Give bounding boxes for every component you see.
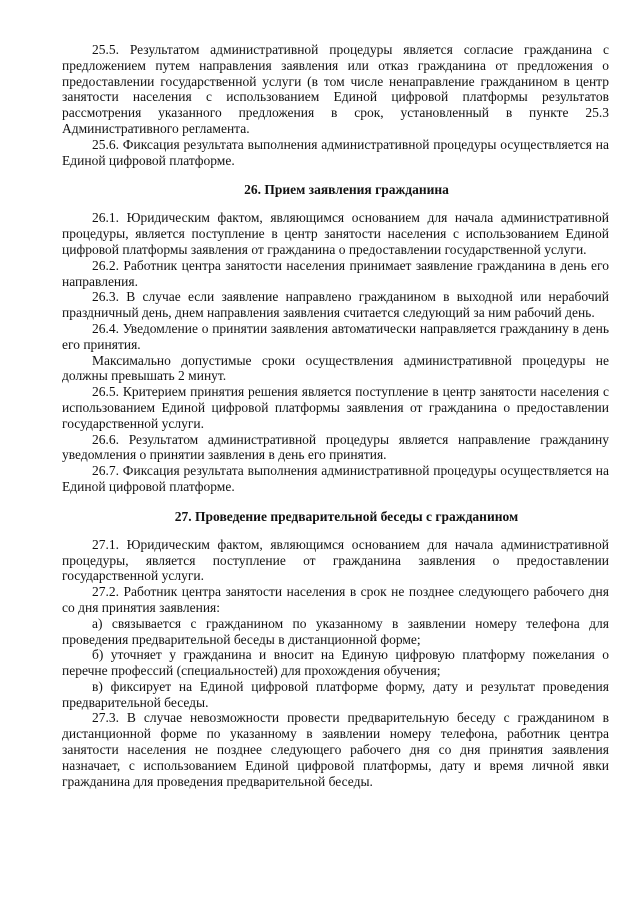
paragraph-26-6: 26.6. Результатом административной процедуры является направление гражданину уведомления о принятии заявления в день его принятия. [62, 431, 609, 463]
paragraph-27-2: 27.2. Работник центра занятости населения в срок не позднее следующего рабочего дня со дня принятия заявления: [62, 584, 609, 615]
section-27-heading: 27. Проведение предварительной беседы с гражданином [174, 508, 519, 524]
paragraph-26-1: 26.1. Юридическим фактом, являющимся основанием для начала административной процедуры, является поступление в центр занятости населения с использованием Единой цифровой платформы заявления от гражданина о предоставлении государственной услуги. [62, 210, 609, 257]
section-26-heading: 26. Прием заявления гражданина [244, 182, 449, 198]
paragraph-27-2-a: а) связывается с гражданином по указанному в заявлении номеру телефона для проведения предварительной беседы в дистанционной форме; [62, 615, 609, 647]
paragraph-26-7: 26.7. Фиксация результата выполнения административной процедуры осуществляется на Единой цифровой платформе. [62, 463, 609, 494]
paragraph-27-2-c: в) фиксирует на Единой цифровой платформе форму, дату и результат проведения предварительной беседы. [62, 678, 609, 710]
paragraph-26-4: 26.4. Уведомление о принятии заявления автоматически направляется гражданину в день его принятия. [62, 320, 609, 352]
paragraph-26-4-deadline: Максимально допустимые сроки осуществления административной процедуры не должны превышать 2 минут. [62, 352, 609, 384]
paragraph-25-5: 25.5. Результатом административной процедуры является согласие гражданина с предложением путем направления заявления или отказ гражданина от предложения о предоставлении государственной услуги (в том числе ненаправление гражданином в центр занятости населения с использованием Единой цифровой платформы результатов рассмотрения указанного предложения в срок, установленный в пункте 25.3 Административного регламента. [62, 42, 609, 136]
paragraph-27-1: 27.1. Юридическим фактом, являющимся основанием для начала административной процедуры, является поступление от гражданина заявления о предоставлении государственной услуги. [62, 536, 609, 584]
paragraph-26-5: 26.5. Критерием принятия решения является поступление в центр занятости населения с использованием Единой цифровой платформы заявления от гражданина о предоставлении государственной услуги. [62, 384, 609, 431]
paragraph-26-3: 26.3. В случае если заявление направлено гражданином в выходной или нерабочий праздничный день, днем направления заявления считается следующий за ним рабочий день. [62, 289, 609, 321]
paragraph-27-2-b: б) уточняет у гражданина и вносит на Единую цифровую платформу пожелания о перечне профессий (специальностей) для прохождения обучения; [62, 647, 609, 679]
paragraph-26-2: 26.2. Работник центра занятости населения принимает заявление гражданина в день его направления. [62, 257, 609, 289]
paragraph-27-3: 27.3. В случае невозможности провести предварительную беседу с гражданином в дистанционной форме по указанному в заявлении номеру телефона, работник центра занятости населения не позднее следующего рабочего дня со дня принятия заявления назначает, с использованием Единой цифровой платформы, дату и время личной явки гражданина для проведения предварительной беседы. [62, 710, 609, 789]
paragraph-25-6: 25.6. Фиксация результата выполнения административной процедуры осуществляется на Единой цифровой платформе. [62, 136, 609, 168]
document-body [62, 42, 609, 789]
